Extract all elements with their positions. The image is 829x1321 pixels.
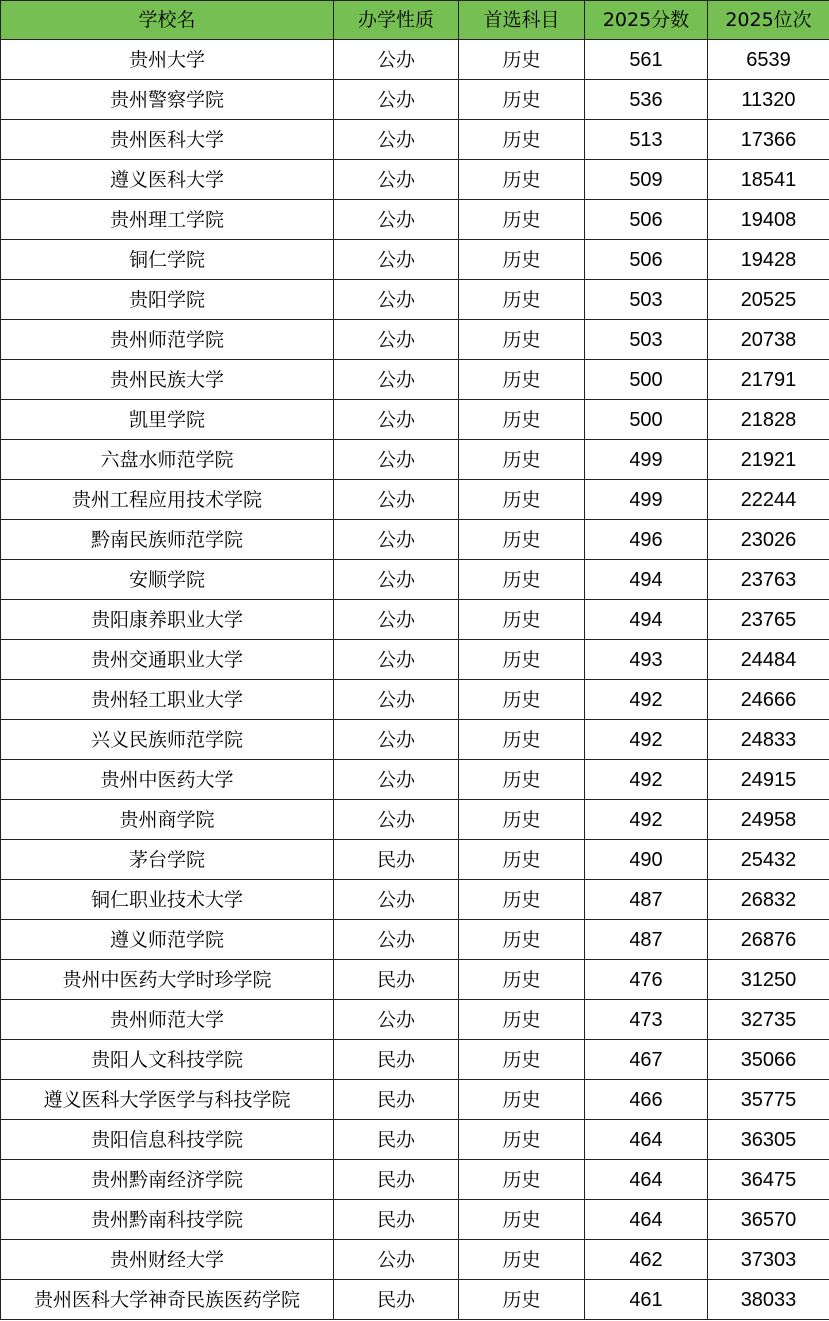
school-name-cell: 遵义医科大学 xyxy=(1,160,334,200)
school-name-cell: 贵州师范学院 xyxy=(1,320,334,360)
subject-cell: 历史 xyxy=(459,440,585,480)
score-cell: 506 xyxy=(585,200,708,240)
rank-cell: 24666 xyxy=(708,680,829,720)
subject-cell: 历史 xyxy=(459,640,585,680)
subject-cell: 历史 xyxy=(459,240,585,280)
rank-cell: 21921 xyxy=(708,440,829,480)
school-type-cell: 民办 xyxy=(334,1120,459,1160)
school-type-cell: 民办 xyxy=(334,840,459,880)
score-cell: 561 xyxy=(585,40,708,80)
school-type-cell: 公办 xyxy=(334,600,459,640)
score-cell: 473 xyxy=(585,1000,708,1040)
table-row xyxy=(1,920,829,960)
school-type-cell: 公办 xyxy=(334,1240,459,1280)
subject-cell: 历史 xyxy=(459,920,585,960)
school-name-cell: 贵阳学院 xyxy=(1,280,334,320)
score-cell: 466 xyxy=(585,1080,708,1120)
subject-cell: 历史 xyxy=(459,680,585,720)
rank-cell: 24915 xyxy=(708,760,829,800)
school-name-cell: 贵州理工学院 xyxy=(1,200,334,240)
score-cell: 490 xyxy=(585,840,708,880)
school-type-cell: 公办 xyxy=(334,80,459,120)
school-type-cell: 公办 xyxy=(334,1000,459,1040)
school-type-cell: 公办 xyxy=(334,920,459,960)
subject-cell: 历史 xyxy=(459,720,585,760)
school-type-cell: 公办 xyxy=(334,440,459,480)
table-row xyxy=(1,720,829,760)
subject-cell: 历史 xyxy=(459,800,585,840)
subject-cell: 历史 xyxy=(459,1160,585,1200)
score-cell: 506 xyxy=(585,240,708,280)
table-row xyxy=(1,560,829,600)
school-type-cell: 公办 xyxy=(334,680,459,720)
school-name-cell: 贵州财经大学 xyxy=(1,1240,334,1280)
school-type-cell: 民办 xyxy=(334,1160,459,1200)
subject-cell: 历史 xyxy=(459,880,585,920)
score-cell: 494 xyxy=(585,600,708,640)
table-row xyxy=(1,1240,829,1280)
school-name-cell: 贵州师范大学 xyxy=(1,1000,334,1040)
score-cell: 467 xyxy=(585,1040,708,1080)
score-cell: 503 xyxy=(585,320,708,360)
school-name-cell: 贵阳信息科技学院 xyxy=(1,1120,334,1160)
table-row xyxy=(1,240,829,280)
table-row xyxy=(1,520,829,560)
table-row xyxy=(1,120,829,160)
table-row xyxy=(1,160,829,200)
table-row xyxy=(1,1280,829,1320)
rank-cell: 21791 xyxy=(708,360,829,400)
school-name-cell: 兴义民族师范学院 xyxy=(1,720,334,760)
score-cell: 509 xyxy=(585,160,708,200)
table-row xyxy=(1,360,829,400)
rank-cell: 25432 xyxy=(708,840,829,880)
table-row xyxy=(1,1040,829,1080)
score-cell: 492 xyxy=(585,720,708,760)
header-school: 学校名 xyxy=(1,1,334,40)
school-name-cell: 贵阳康养职业大学 xyxy=(1,600,334,640)
rank-cell: 35066 xyxy=(708,1040,829,1080)
table-row xyxy=(1,1120,829,1160)
table-row xyxy=(1,400,829,440)
subject-cell: 历史 xyxy=(459,1120,585,1160)
school-type-cell: 公办 xyxy=(334,520,459,560)
subject-cell: 历史 xyxy=(459,760,585,800)
subject-cell: 历史 xyxy=(459,360,585,400)
school-name-cell: 贵州医科大学 xyxy=(1,120,334,160)
rank-cell: 19428 xyxy=(708,240,829,280)
table-row xyxy=(1,960,829,1000)
school-name-cell: 贵州医科大学神奇民族医药学院 xyxy=(1,1280,334,1320)
table-header xyxy=(1,1,829,40)
rank-cell: 22244 xyxy=(708,480,829,520)
score-cell: 476 xyxy=(585,960,708,1000)
rank-cell: 26876 xyxy=(708,920,829,960)
school-type-cell: 公办 xyxy=(334,320,459,360)
school-name-cell: 贵州大学 xyxy=(1,40,334,80)
subject-cell: 历史 xyxy=(459,320,585,360)
rank-cell: 36570 xyxy=(708,1200,829,1240)
subject-cell: 历史 xyxy=(459,1000,585,1040)
school-type-cell: 民办 xyxy=(334,1200,459,1240)
rank-cell: 31250 xyxy=(708,960,829,1000)
rank-cell: 23763 xyxy=(708,560,829,600)
subject-cell: 历史 xyxy=(459,960,585,1000)
subject-cell: 历史 xyxy=(459,520,585,560)
school-type-cell: 公办 xyxy=(334,360,459,400)
table-row xyxy=(1,1160,829,1200)
rank-cell: 36475 xyxy=(708,1160,829,1200)
subject-cell: 历史 xyxy=(459,1200,585,1240)
score-cell: 499 xyxy=(585,480,708,520)
subject-cell: 历史 xyxy=(459,600,585,640)
school-type-cell: 民办 xyxy=(334,1080,459,1120)
school-type-cell: 公办 xyxy=(334,200,459,240)
rank-cell: 6539 xyxy=(708,40,829,80)
school-type-cell: 公办 xyxy=(334,560,459,600)
table-row xyxy=(1,840,829,880)
rank-cell: 18541 xyxy=(708,160,829,200)
score-cell: 536 xyxy=(585,80,708,120)
subject-cell: 历史 xyxy=(459,40,585,80)
table-row xyxy=(1,600,829,640)
score-cell: 500 xyxy=(585,360,708,400)
subject-cell: 历史 xyxy=(459,120,585,160)
school-name-cell: 贵州轻工职业大学 xyxy=(1,680,334,720)
subject-cell: 历史 xyxy=(459,280,585,320)
table-row xyxy=(1,200,829,240)
school-name-cell: 贵州黔南科技学院 xyxy=(1,1200,334,1240)
table-row xyxy=(1,320,829,360)
subject-cell: 历史 xyxy=(459,480,585,520)
score-cell: 496 xyxy=(585,520,708,560)
school-type-cell: 公办 xyxy=(334,480,459,520)
score-cell: 492 xyxy=(585,760,708,800)
score-cell: 503 xyxy=(585,280,708,320)
score-cell: 494 xyxy=(585,560,708,600)
rank-cell: 23026 xyxy=(708,520,829,560)
table-body xyxy=(1,40,829,1320)
subject-cell: 历史 xyxy=(459,1040,585,1080)
school-name-cell: 铜仁职业技术大学 xyxy=(1,880,334,920)
rank-cell: 24958 xyxy=(708,800,829,840)
header-row xyxy=(1,1,829,40)
subject-cell: 历史 xyxy=(459,1080,585,1120)
rank-cell: 32735 xyxy=(708,1000,829,1040)
subject-cell: 历史 xyxy=(459,160,585,200)
school-name-cell: 黔南民族师范学院 xyxy=(1,520,334,560)
school-name-cell: 贵州中医药大学 xyxy=(1,760,334,800)
school-type-cell: 民办 xyxy=(334,1040,459,1080)
rank-cell: 35775 xyxy=(708,1080,829,1120)
score-cell: 487 xyxy=(585,880,708,920)
school-name-cell: 六盘水师范学院 xyxy=(1,440,334,480)
table-row xyxy=(1,760,829,800)
subject-cell: 历史 xyxy=(459,1280,585,1320)
school-type-cell: 公办 xyxy=(334,400,459,440)
score-cell: 461 xyxy=(585,1280,708,1320)
rank-cell: 24833 xyxy=(708,720,829,760)
table-row xyxy=(1,80,829,120)
subject-cell: 历史 xyxy=(459,1240,585,1280)
subject-cell: 历史 xyxy=(459,80,585,120)
table-row xyxy=(1,880,829,920)
school-name-cell: 贵州警察学院 xyxy=(1,80,334,120)
table-row xyxy=(1,1000,829,1040)
school-name-cell: 遵义医科大学医学与科技学院 xyxy=(1,1080,334,1120)
rank-cell: 20738 xyxy=(708,320,829,360)
school-name-cell: 贵州商学院 xyxy=(1,800,334,840)
school-type-cell: 公办 xyxy=(334,280,459,320)
subject-cell: 历史 xyxy=(459,200,585,240)
school-name-cell: 铜仁学院 xyxy=(1,240,334,280)
school-type-cell: 民办 xyxy=(334,960,459,1000)
score-cell: 464 xyxy=(585,1120,708,1160)
table-row xyxy=(1,1200,829,1240)
rank-cell: 36305 xyxy=(708,1120,829,1160)
school-type-cell: 公办 xyxy=(334,720,459,760)
rank-cell: 20525 xyxy=(708,280,829,320)
header-rank: 2025位次 xyxy=(708,1,829,40)
score-cell: 492 xyxy=(585,800,708,840)
table-row xyxy=(1,40,829,80)
header-type: 办学性质 xyxy=(334,1,459,40)
school-type-cell: 公办 xyxy=(334,40,459,80)
school-type-cell: 公办 xyxy=(334,640,459,680)
rank-cell: 11320 xyxy=(708,80,829,120)
table-row xyxy=(1,1080,829,1120)
rank-cell: 38033 xyxy=(708,1280,829,1320)
header-subject: 首选科目 xyxy=(459,1,585,40)
score-cell: 487 xyxy=(585,920,708,960)
score-cell: 499 xyxy=(585,440,708,480)
subject-cell: 历史 xyxy=(459,560,585,600)
school-name-cell: 安顺学院 xyxy=(1,560,334,600)
school-name-cell: 茅台学院 xyxy=(1,840,334,880)
score-cell: 464 xyxy=(585,1200,708,1240)
school-type-cell: 公办 xyxy=(334,240,459,280)
score-cell: 464 xyxy=(585,1160,708,1200)
score-cell: 493 xyxy=(585,640,708,680)
school-type-cell: 公办 xyxy=(334,800,459,840)
rank-cell: 21828 xyxy=(708,400,829,440)
table-row xyxy=(1,480,829,520)
school-type-cell: 公办 xyxy=(334,160,459,200)
table-row xyxy=(1,800,829,840)
school-type-cell: 公办 xyxy=(334,120,459,160)
school-name-cell: 贵州交通职业大学 xyxy=(1,640,334,680)
school-name-cell: 贵阳人文科技学院 xyxy=(1,1040,334,1080)
school-name-cell: 贵州中医药大学时珍学院 xyxy=(1,960,334,1000)
score-cell: 462 xyxy=(585,1240,708,1280)
school-type-cell: 公办 xyxy=(334,880,459,920)
school-name-cell: 遵义师范学院 xyxy=(1,920,334,960)
header-score: 2025分数 xyxy=(585,1,708,40)
rank-cell: 19408 xyxy=(708,200,829,240)
school-name-cell: 凯里学院 xyxy=(1,400,334,440)
score-cell: 492 xyxy=(585,680,708,720)
score-cell: 513 xyxy=(585,120,708,160)
rank-cell: 17366 xyxy=(708,120,829,160)
school-name-cell: 贵州民族大学 xyxy=(1,360,334,400)
table-row xyxy=(1,280,829,320)
rank-cell: 26832 xyxy=(708,880,829,920)
school-type-cell: 民办 xyxy=(334,1280,459,1320)
rank-cell: 24484 xyxy=(708,640,829,680)
school-name-cell: 贵州黔南经济学院 xyxy=(1,1160,334,1200)
school-name-cell: 贵州工程应用技术学院 xyxy=(1,480,334,520)
table-row xyxy=(1,640,829,680)
rank-cell: 37303 xyxy=(708,1240,829,1280)
table-row xyxy=(1,680,829,720)
subject-cell: 历史 xyxy=(459,840,585,880)
subject-cell: 历史 xyxy=(459,400,585,440)
score-cell: 500 xyxy=(585,400,708,440)
rank-cell: 23765 xyxy=(708,600,829,640)
school-type-cell: 公办 xyxy=(334,760,459,800)
table-row xyxy=(1,440,829,480)
